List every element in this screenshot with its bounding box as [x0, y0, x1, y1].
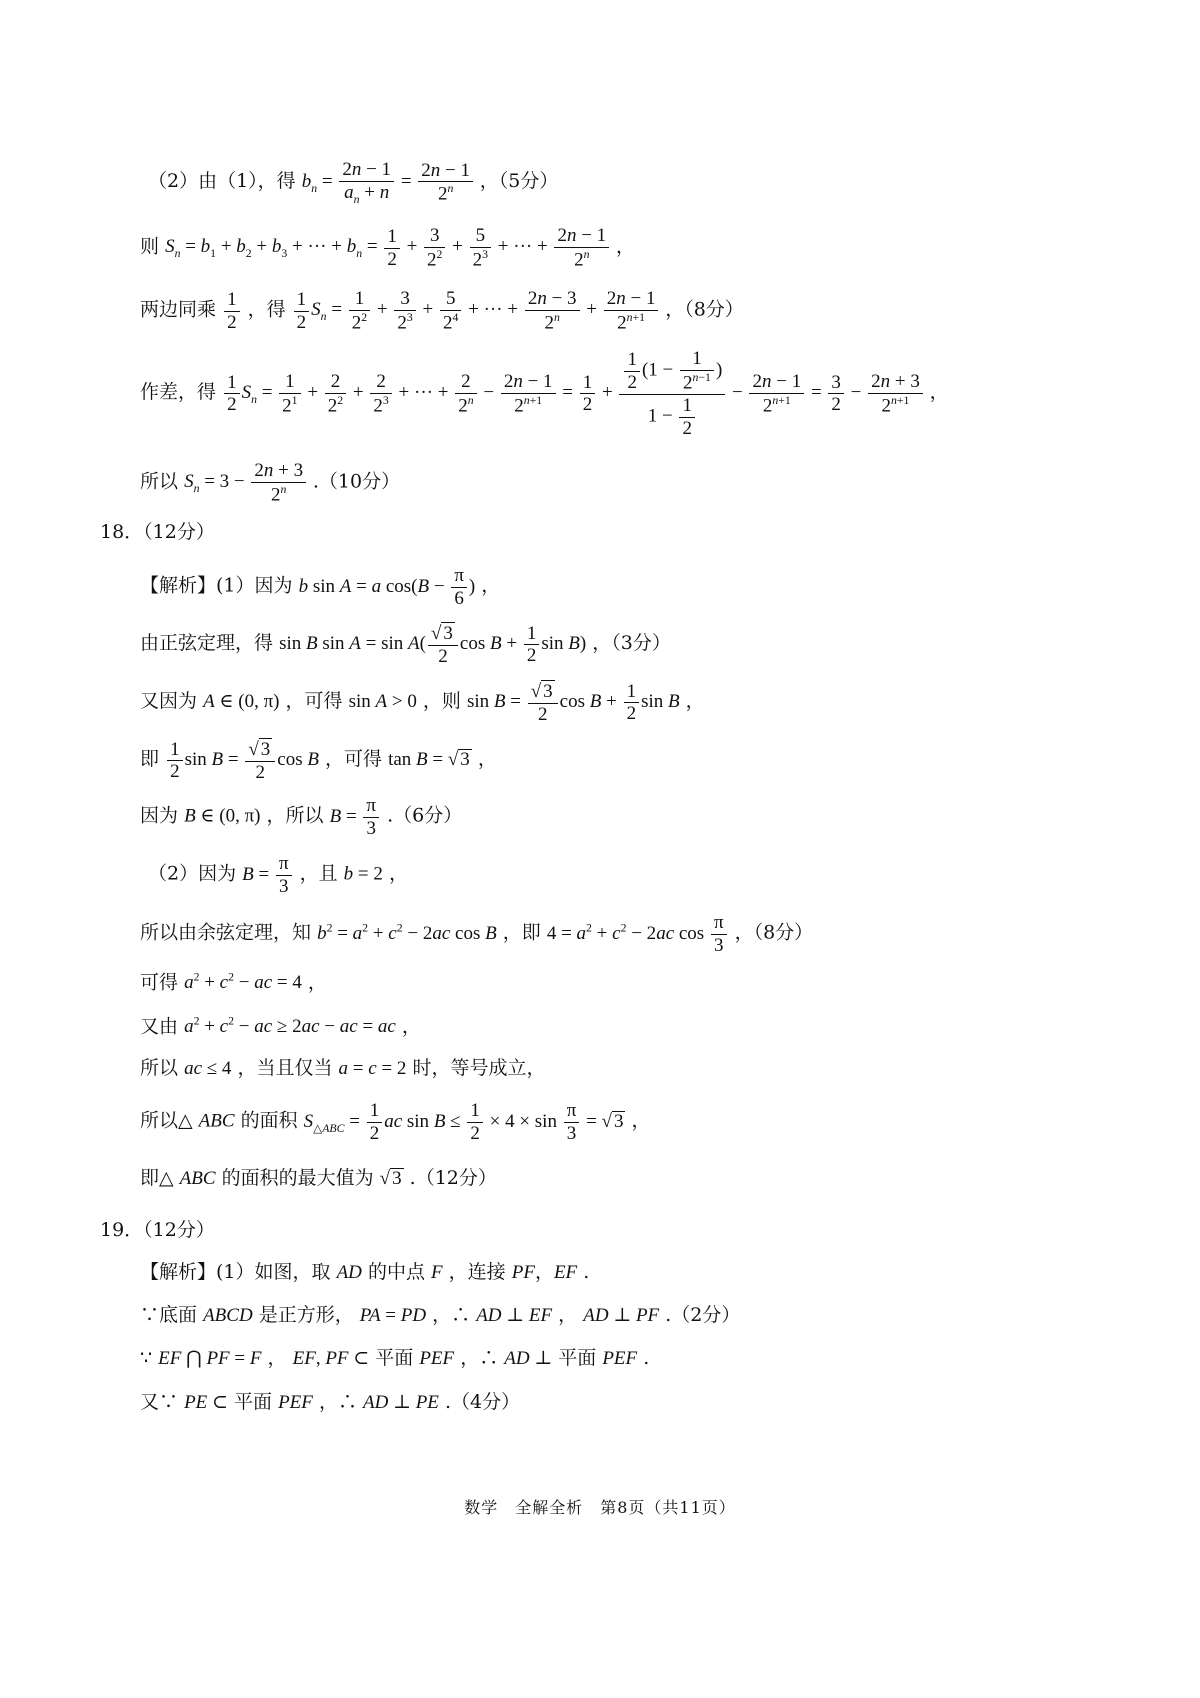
math-formula: $\frac{1}{2}$ sin B = $\frac{√ 3}{2}$ cos B — [165, 749, 319, 770]
line-text: （2）由（1），得 — [148, 169, 296, 192]
math-formula: b sin A = a cos(B − $\frac{\pi}{6}$ ) — [298, 565, 476, 609]
line-text: 则 — [140, 235, 160, 258]
line-text: ， — [929, 381, 949, 404]
line-text: ，（8分） — [665, 298, 744, 321]
math-formula: F — [431, 1262, 443, 1283]
math-formula: AD ⊥ PE — [363, 1392, 439, 1413]
math-formula: B ∈ (0, π) — [184, 805, 261, 827]
line-text: 是正方形， — [258, 1304, 354, 1326]
line-text: 两边同乘 — [140, 298, 217, 321]
math-formula: $b_n$ = $\frac{2n - 1}{a_n + n}$ = $\frac{2n - 1}{2^n}$ — [302, 171, 480, 192]
question-19-heading — [100, 1221, 215, 1240]
solution-line-8 — [140, 680, 705, 726]
solution-line-17 — [140, 1168, 497, 1188]
line-text: ，可得 — [285, 690, 343, 713]
math-formula: AD ⊥ — [504, 1348, 553, 1369]
line-text: ，（3分） — [592, 632, 671, 655]
line-text: ， — [388, 862, 408, 885]
solution-line-2 — [140, 225, 635, 271]
line-text: ，当且仅当 — [237, 1057, 333, 1079]
math-formula: $S_n = b_1 + b_2 + b_3$ + ··· + $b_n$ = $\frac{1}{2}$ + $\frac{3}{2^2}$ + $\frac{5}{2^3}$ + ··· + $\frac{2n - 1}{2^n}$ — [165, 236, 616, 257]
solution-line-19 — [140, 1306, 740, 1325]
solution-line-6 — [140, 565, 500, 610]
line-text: 所以△ — [140, 1109, 193, 1132]
math-formula: $a^2 + c^2$ − ac = 4 — [184, 971, 302, 994]
line-text: ，连接 — [448, 1261, 506, 1283]
line-text: ，即 — [502, 921, 541, 944]
line-text: ∵底面 — [140, 1304, 198, 1326]
math-formula: $\frac{1}{2}$ $S_n$ = $\frac{1}{2^2}$ + $\frac{3}{2^3}$ + $\frac{5}{2^4}$ + ··· + $\frac{2n - 3}{2^n}$ + $\frac{2n - 1}{2^{n+1}}$ — [292, 299, 666, 320]
line-text: . — [583, 1261, 590, 1283]
math-formula: ABC — [179, 1168, 216, 1189]
line-text: ， — [558, 1304, 578, 1326]
line-text: 又∵ — [140, 1391, 179, 1413]
line-text: ， — [401, 1015, 421, 1038]
line-text: 由正弦定理，得 — [140, 632, 274, 655]
solution-line-15 — [140, 1059, 545, 1078]
line-text: ，则 — [422, 690, 461, 713]
line-text: 可得 — [140, 971, 179, 994]
line-text: .（10分） — [312, 470, 401, 493]
line-text: 时，等号成立， — [412, 1057, 546, 1079]
line-text: ， — [267, 1347, 287, 1369]
line-text: 【解析】(1）如图，取 — [140, 1261, 331, 1283]
math-formula: $a^2 + c^2$ − ac ≥ 2ac − ac = ac — [184, 1015, 396, 1038]
line-text: ，且 — [299, 862, 338, 885]
line-text: 即 — [140, 748, 160, 771]
line-text: 又由 — [140, 1015, 179, 1038]
math-formula: $S_{\triangle ABC}$ = $\frac{1}{2}$ ac sin B ≤ $\frac{1}{2}$ × 4 × sin $\frac{\pi}{3}$ = √ 3 — [303, 1100, 624, 1144]
math-formula: AD — [336, 1262, 362, 1283]
line-text: ，（5分） — [479, 169, 559, 192]
math-formula: PEF — [278, 1392, 313, 1413]
math-formula: PEF — [419, 1348, 455, 1369]
line-text: .（12分） — [409, 1167, 497, 1189]
line-text: ， — [615, 235, 635, 258]
solution-line-5 — [140, 460, 400, 506]
math-formula: B = $\frac{\pi}{3}$ — [242, 864, 293, 885]
math-formula: PE ⊂ — [184, 1392, 228, 1413]
line-text: ， — [631, 1109, 651, 1132]
line-text: 又因为 — [140, 690, 198, 713]
math-formula: B = $\frac{\pi}{3}$ — [330, 806, 381, 827]
math-formula: ac ≤ 4 — [184, 1058, 232, 1079]
line-text: ，∴ — [460, 1347, 499, 1369]
math-formula: $S_n = 3$ − $\frac{2n + 3}{2^n}$ — [184, 471, 313, 492]
math-formula: ABCD — [203, 1305, 253, 1326]
math-formula: PF，EF — [511, 1262, 578, 1283]
solution-line-14 — [140, 1016, 421, 1036]
line-text: 【解析】(1）因为 — [140, 574, 293, 597]
math-formula: PA = PD — [359, 1305, 427, 1326]
solution-line-16 — [140, 1100, 651, 1145]
page-footer-text: 数学 全解全析 第8页（共11页） — [464, 1498, 736, 1517]
line-text: ，所以 — [266, 804, 324, 827]
math-formula: EF, PF ⊂ — [292, 1348, 370, 1369]
line-text: 平面 — [234, 1391, 273, 1413]
line-text: . — [643, 1347, 650, 1369]
line-text: .（6分） — [387, 804, 463, 827]
line-text: ， — [685, 690, 705, 713]
line-text: 即△ — [140, 1167, 174, 1189]
solution-line-7 — [140, 622, 671, 668]
math-formula: A ∈ (0, π) — [203, 691, 280, 713]
line-text: ∵ — [140, 1347, 153, 1369]
math-formula: AD ⊥ PF — [583, 1305, 660, 1326]
solution-line-9 — [140, 738, 497, 784]
solution-line-12 — [140, 912, 813, 957]
question-heading-text: 18．（12分） — [100, 521, 215, 543]
line-text: ，（8分） — [734, 921, 814, 944]
line-text: 的中点 — [367, 1261, 425, 1283]
solution-line-11 — [148, 853, 408, 898]
math-formula: tan B = √ 3 — [388, 749, 470, 771]
line-text: ， — [481, 574, 501, 597]
line-text: ， — [307, 971, 327, 994]
line-text: 作差，得 — [140, 381, 217, 404]
math-formula: a = c = 2 — [338, 1058, 407, 1079]
math-formula: b = 2 — [343, 863, 383, 885]
line-text: 所以 — [140, 470, 179, 493]
line-text: .（2分） — [665, 1304, 741, 1326]
solution-line-18 — [140, 1263, 589, 1282]
solution-line-13 — [140, 972, 327, 992]
math-formula: sin B = $\frac{√ 3}{2}$ cos B + $\frac{1}{2}$ sin B — [466, 680, 680, 725]
math-formula: EF ⋂ PF = F — [158, 1348, 262, 1369]
math-formula: PEF — [602, 1348, 638, 1369]
line-text: ，得 — [247, 298, 286, 321]
line-text: （2）因为 — [148, 862, 237, 885]
solution-line-4 — [140, 348, 949, 440]
line-text: 因为 — [140, 804, 179, 827]
math-formula: $\frac{1}{2}$ $S_n$ = $\frac{1}{2^1}$ + $\frac{2}{2^2}$ + $\frac{2}{2^3}$ + ··· + $\frac{2}{2^n}$ − $\frac{2n - 1}{2^{n+1}}$ = $\frac{1}{2}$ + $\frac{1}{2}$ (1 − $\frac{1}{2^{n-1}}$ ) 1 − $\frac{1}{2}$ − $\frac{2n - 1}{2^{n+1}}$ = $\frac{3}{2}$ − $\frac{2n + 3}{2^{n+1}}$ — [222, 382, 930, 403]
math-formula: √ 3 — [379, 1168, 402, 1189]
solution-line-10 — [140, 795, 462, 840]
line-text: .（4分） — [444, 1391, 521, 1413]
line-text: 所以 — [140, 1057, 179, 1079]
line-text: ，∴ — [318, 1391, 357, 1413]
math-formula: sin B sin A = sin A( $\frac{√ 3}{2}$ cos B + $\frac{1}{2}$ sin B) — [279, 622, 587, 667]
question-18-heading — [100, 523, 215, 542]
page-footer — [0, 1500, 1200, 1516]
math-formula: AD ⊥ EF — [476, 1305, 553, 1326]
math-formula: sin A > 0 — [348, 691, 417, 713]
line-text: ，可得 — [325, 748, 383, 771]
line-text: 平面 — [375, 1347, 414, 1369]
line-text: 的面积的最大值为 — [221, 1167, 374, 1189]
math-formula: $\frac{1}{2}$ — [222, 299, 242, 320]
solution-line-21 — [140, 1393, 520, 1412]
line-text: 平面 — [558, 1347, 597, 1369]
solution-line-20 — [140, 1349, 649, 1368]
line-text: 所以由余弦定理，知 — [140, 921, 312, 944]
line-text: 的面积 — [240, 1109, 298, 1132]
solution-line-1 — [148, 159, 558, 206]
line-text: ，∴ — [432, 1304, 471, 1326]
solution-line-3 — [140, 288, 744, 334]
math-formula: $4 = a^2 + c^2 - 2ac$ cos $\frac{\pi}{3}$ — [547, 923, 729, 944]
math-formula: ABC — [198, 1110, 235, 1132]
question-heading-text: 19．（12分） — [100, 1219, 215, 1241]
line-text: ， — [477, 748, 497, 771]
math-formula: $b^2 = a^2 + c^2 - 2ac$ cos B — [317, 921, 497, 944]
